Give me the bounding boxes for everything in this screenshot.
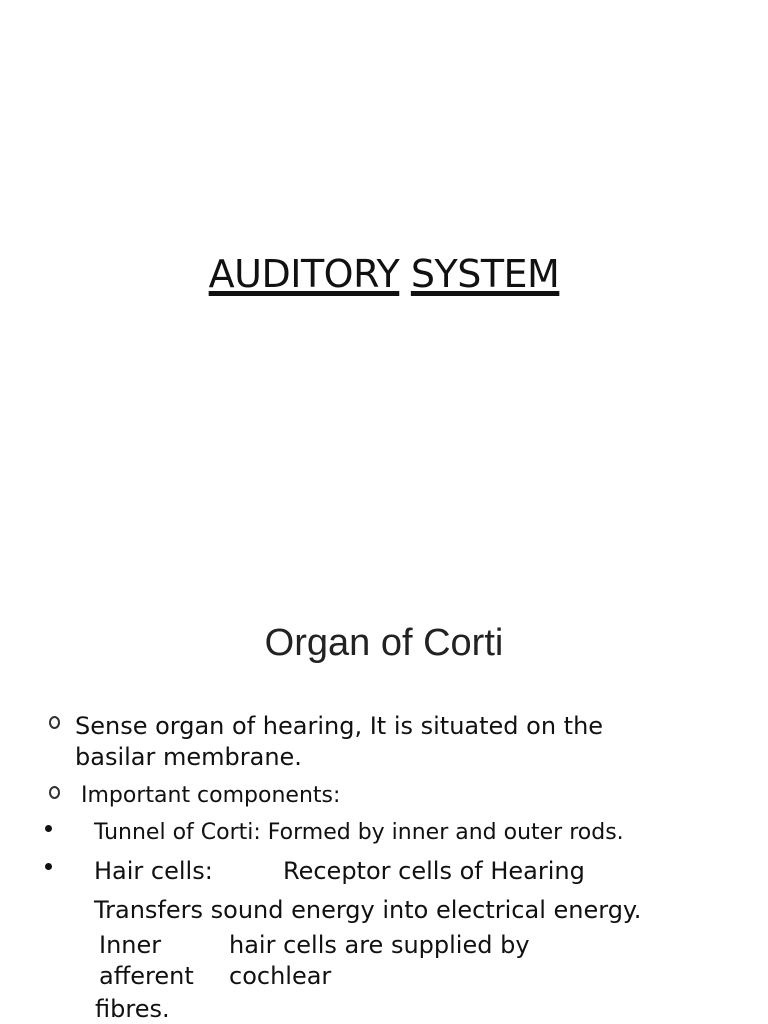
bullet-dot-icon <box>45 863 52 870</box>
slide-title-organ-of-corti: Organ of Corti <box>264 622 504 664</box>
sub-bullet-hair-cells-value: Receptor cells of Hearing <box>283 857 585 885</box>
fibres-word: fibres. <box>95 995 170 1023</box>
bullet-sense-organ-line2: basilar membrane. <box>75 743 302 771</box>
bullet-sense-organ-line1: Sense organ of hearing, It is situated on the <box>75 712 604 740</box>
hollow-circle-bullet-icon <box>49 716 60 729</box>
cochlear-word: cochlear <box>229 962 332 990</box>
afferent-word: afferent <box>99 962 194 990</box>
sub-bullet-tunnel-of-corti: Tunnel of Corti: Formed by inner and outer rods. <box>94 820 624 845</box>
title-word-auditory: AUDITORY <box>208 252 400 296</box>
slide-title-auditory-system <box>0 252 768 296</box>
inner-hair-cells-rest: hair cells are supplied by <box>229 931 530 959</box>
bullet-dot-icon <box>45 825 52 832</box>
hair-cells-detail: Transfers sound energy into electrical energy. <box>94 896 642 924</box>
sub-bullet-hair-cells-label: Hair cells: <box>94 857 213 885</box>
hollow-circle-bullet-icon <box>49 786 60 799</box>
title-word-system: SYSTEM <box>410 252 560 296</box>
bullet-important-components: Important components: <box>81 783 341 808</box>
inner-hair-cells-word: Inner <box>99 931 162 959</box>
